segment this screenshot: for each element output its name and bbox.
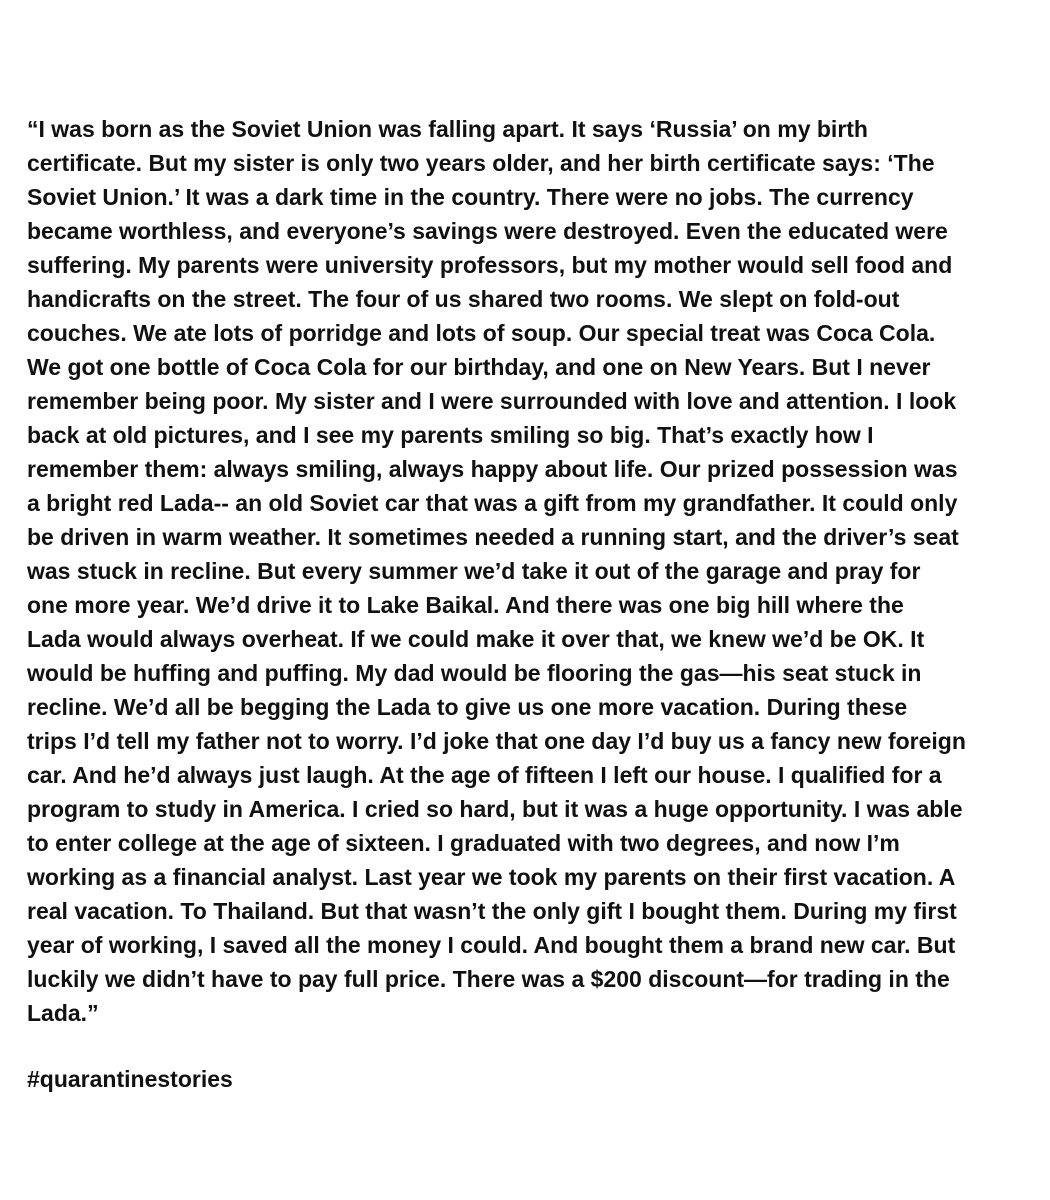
story-text: “I was born as the Soviet Union was falling apart. It says ‘Russia’ on my birth certificate. But my sister is only two years older, and her birth certificate says: ‘The Soviet Union.’ It was a dark time in the country. There were no jobs. The currency became worthless, and everyone’s savings were destroyed. Even the educated were suffering. My parents were university professors, but my mother would sell food and handicrafts on the street. The four of us shared two rooms. We slept on fold-out couches. We ate lots of porridge and lots of soup. Our special treat was Coca Cola. We got one bottle of Coca Cola for our birthday, and one on New Years. But I never remember being poor. My sister and I were surrounded with love and attention. I look back at old pictures, and I see my parents smiling so big. That’s exactly how I remember them: always smiling, always happy about life. Our prized possession was a bright red Lada-- an old Soviet car that was a gift from my grandfather. It could only be driven in warm weather. It sometimes needed a running start, and the driver’s seat was stuck in recline. But every summer we’d take it out of the garage and pray for one more year. We’d drive it to Lake Baikal. And there was one big hill where the Lada would always overheat. If we could make it over that, we knew we’d be OK. It would be huffing and puffing. My dad would be flooring the gas—his seat stuck in recline. We’d all be begging the Lada to give us one more vacation. During these trips I’d tell my father not to worry. I’d joke that one day I’d buy us a fancy new foreign car. And he’d always just laugh. At the age of fifteen I left our house. I qualified for a program to study in America. I cried so hard, but it was a huge opportunity. I was able to enter college at the age of sixteen. I graduated with two degrees, and now I’m working as a financial analyst. Last year we took my parents on their first vacation. A real vacation. To Thailand. But that wasn’t the only gift I bought them. During my first year of working, I saved all the money I could. And bought them a brand new car. But luckily we didn’t have to pay full price. There was a $200 discount—for trading in the Lada.” — [27, 116, 966, 1026]
hashtag: #quarantinestories — [27, 1066, 233, 1092]
